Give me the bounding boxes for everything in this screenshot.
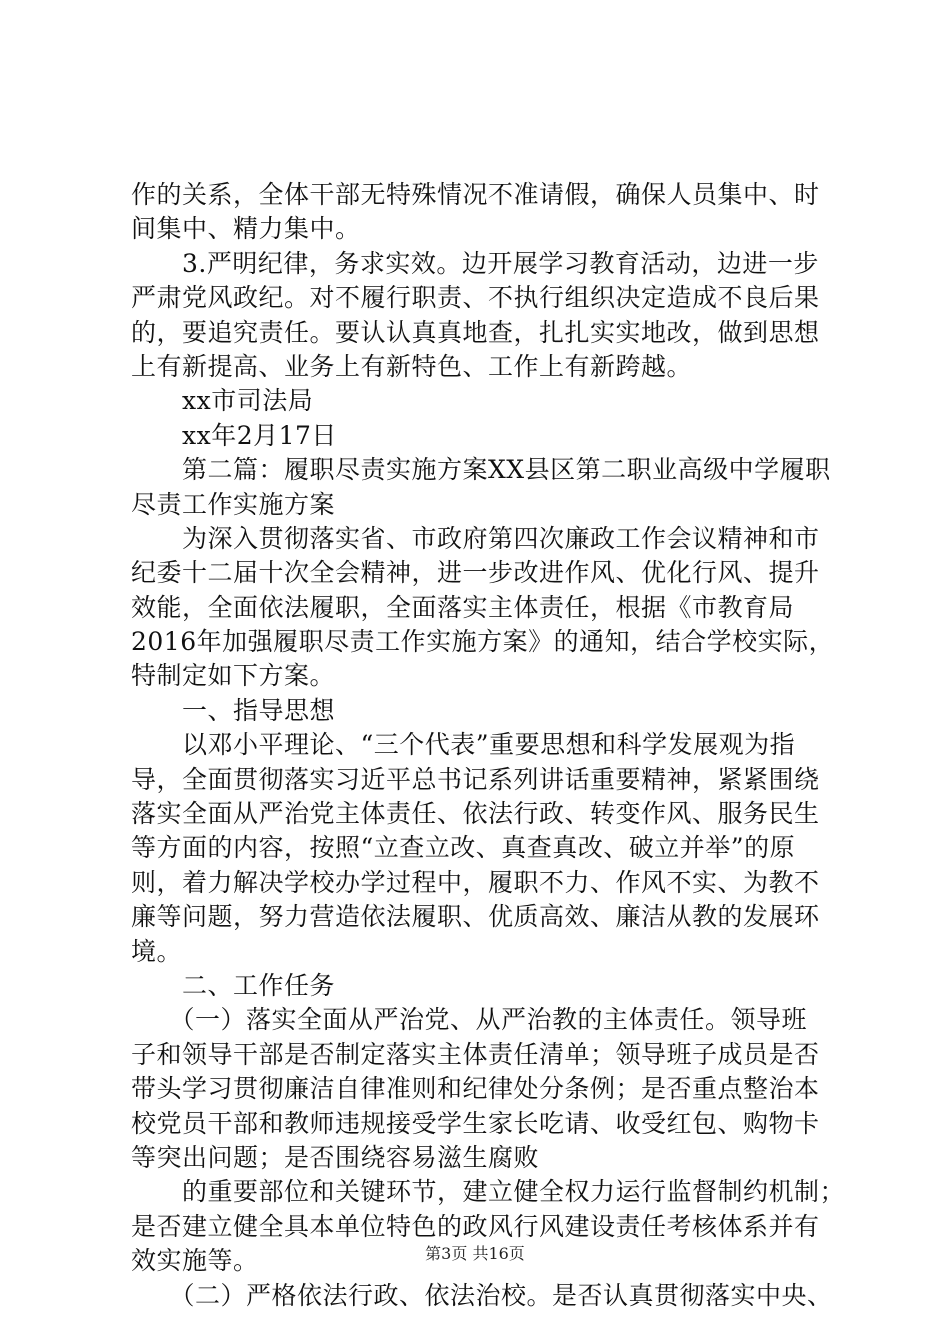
text-line: 带头学习贯彻廉洁自律准则和纪律处分条例；是否重点整治本 <box>131 1074 820 1104</box>
text-line: 特制定如下方案。 <box>131 661 336 691</box>
heading: 一、指导思想 <box>131 695 336 725</box>
text-line: 作的关系，全体干部无特殊情况不准请假，确保人员集中、时 <box>131 180 820 209</box>
text-line: 严肃党风政纪。对不履行职责、不执行组织决定造成不良后果 <box>131 283 820 313</box>
text-line: 子和领导干部是否制定落实主体责任清单；领导班子成员是否 <box>131 1039 820 1069</box>
text-line: 等突出问题；是否围绕容易滋生腐败 <box>131 1142 540 1172</box>
text-line: 导，全面贯彻落实习近平总书记系列讲话重要精神，紧紧围绕 <box>131 764 820 794</box>
text-line: 以邓小平理论、“三个代表”重要思想和科学发展观为指 <box>131 730 796 760</box>
text-line: 2016年加强履职尽责工作实施方案》的通知，结合学校实际， <box>131 627 835 657</box>
text-line: 的重要部位和关键环节，建立健全权力运行监督制约机制； <box>131 1177 846 1207</box>
text-line: 落实全面从严治党主体责任、依法行政、转变作风、服务民生 <box>131 799 820 829</box>
text-line: 上有新提高、业务上有新特色、工作上有新跨越。 <box>131 351 693 381</box>
text-line: 纪委十二届十次全会精神，进一步改进作风、优化行风、提升 <box>131 558 820 588</box>
text-line: 效能，全面依法履职，全面落实主体责任，根据《市教育局 <box>131 592 795 622</box>
heading: 二、工作任务 <box>131 970 336 1000</box>
text-line: （二）严格依法行政、依法治校。是否认真贯彻落实中央、 <box>131 1280 833 1310</box>
page-number-footer: 第3页 共16页 <box>425 1244 525 1263</box>
section-title: 第二篇：履职尽责实施方案XX县区第二职业高级中学履职 <box>131 455 831 485</box>
document-body <box>131 178 861 1313</box>
text-line: （一）落实全面从严治党、从严治教的主体责任。领导班 <box>131 1005 808 1035</box>
signature-date: xx年2月17日 <box>131 420 337 450</box>
signature-org: xx市司法局 <box>131 386 314 416</box>
text-line: 廉等问题，努力营造依法履职、优质高效、廉洁从教的发展环 <box>131 902 820 932</box>
text-line: 是否建立健全具本单位特色的政风行风建设责任考核体系并有 <box>131 1211 820 1241</box>
text-line: 境。 <box>131 936 183 966</box>
text-line: 3.严明纪律，务求实效。边开展学习教育活动，边进一步 <box>131 248 819 278</box>
text-line: 为深入贯彻落实省、市政府第四次廉政工作会议精神和市 <box>131 523 820 553</box>
text-line: 效实施等。 <box>131 1246 259 1276</box>
section-title: 尽责工作实施方案 <box>131 489 336 519</box>
text-line: 校党员干部和教师违规接受学生家长吃请、收受红包、购物卡 <box>131 1108 820 1138</box>
text-line: 等方面的内容，按照“立查立改、真查真改、破立并举”的原 <box>131 833 796 863</box>
text-line: 则，着力解决学校办学过程中，履职不力、作风不实、为教不 <box>131 867 820 897</box>
text-line: 间集中、精力集中。 <box>131 214 361 244</box>
text-line: 的，要追究责任。要认认真真地查，扎扎实实地改，做到思想 <box>131 317 820 347</box>
